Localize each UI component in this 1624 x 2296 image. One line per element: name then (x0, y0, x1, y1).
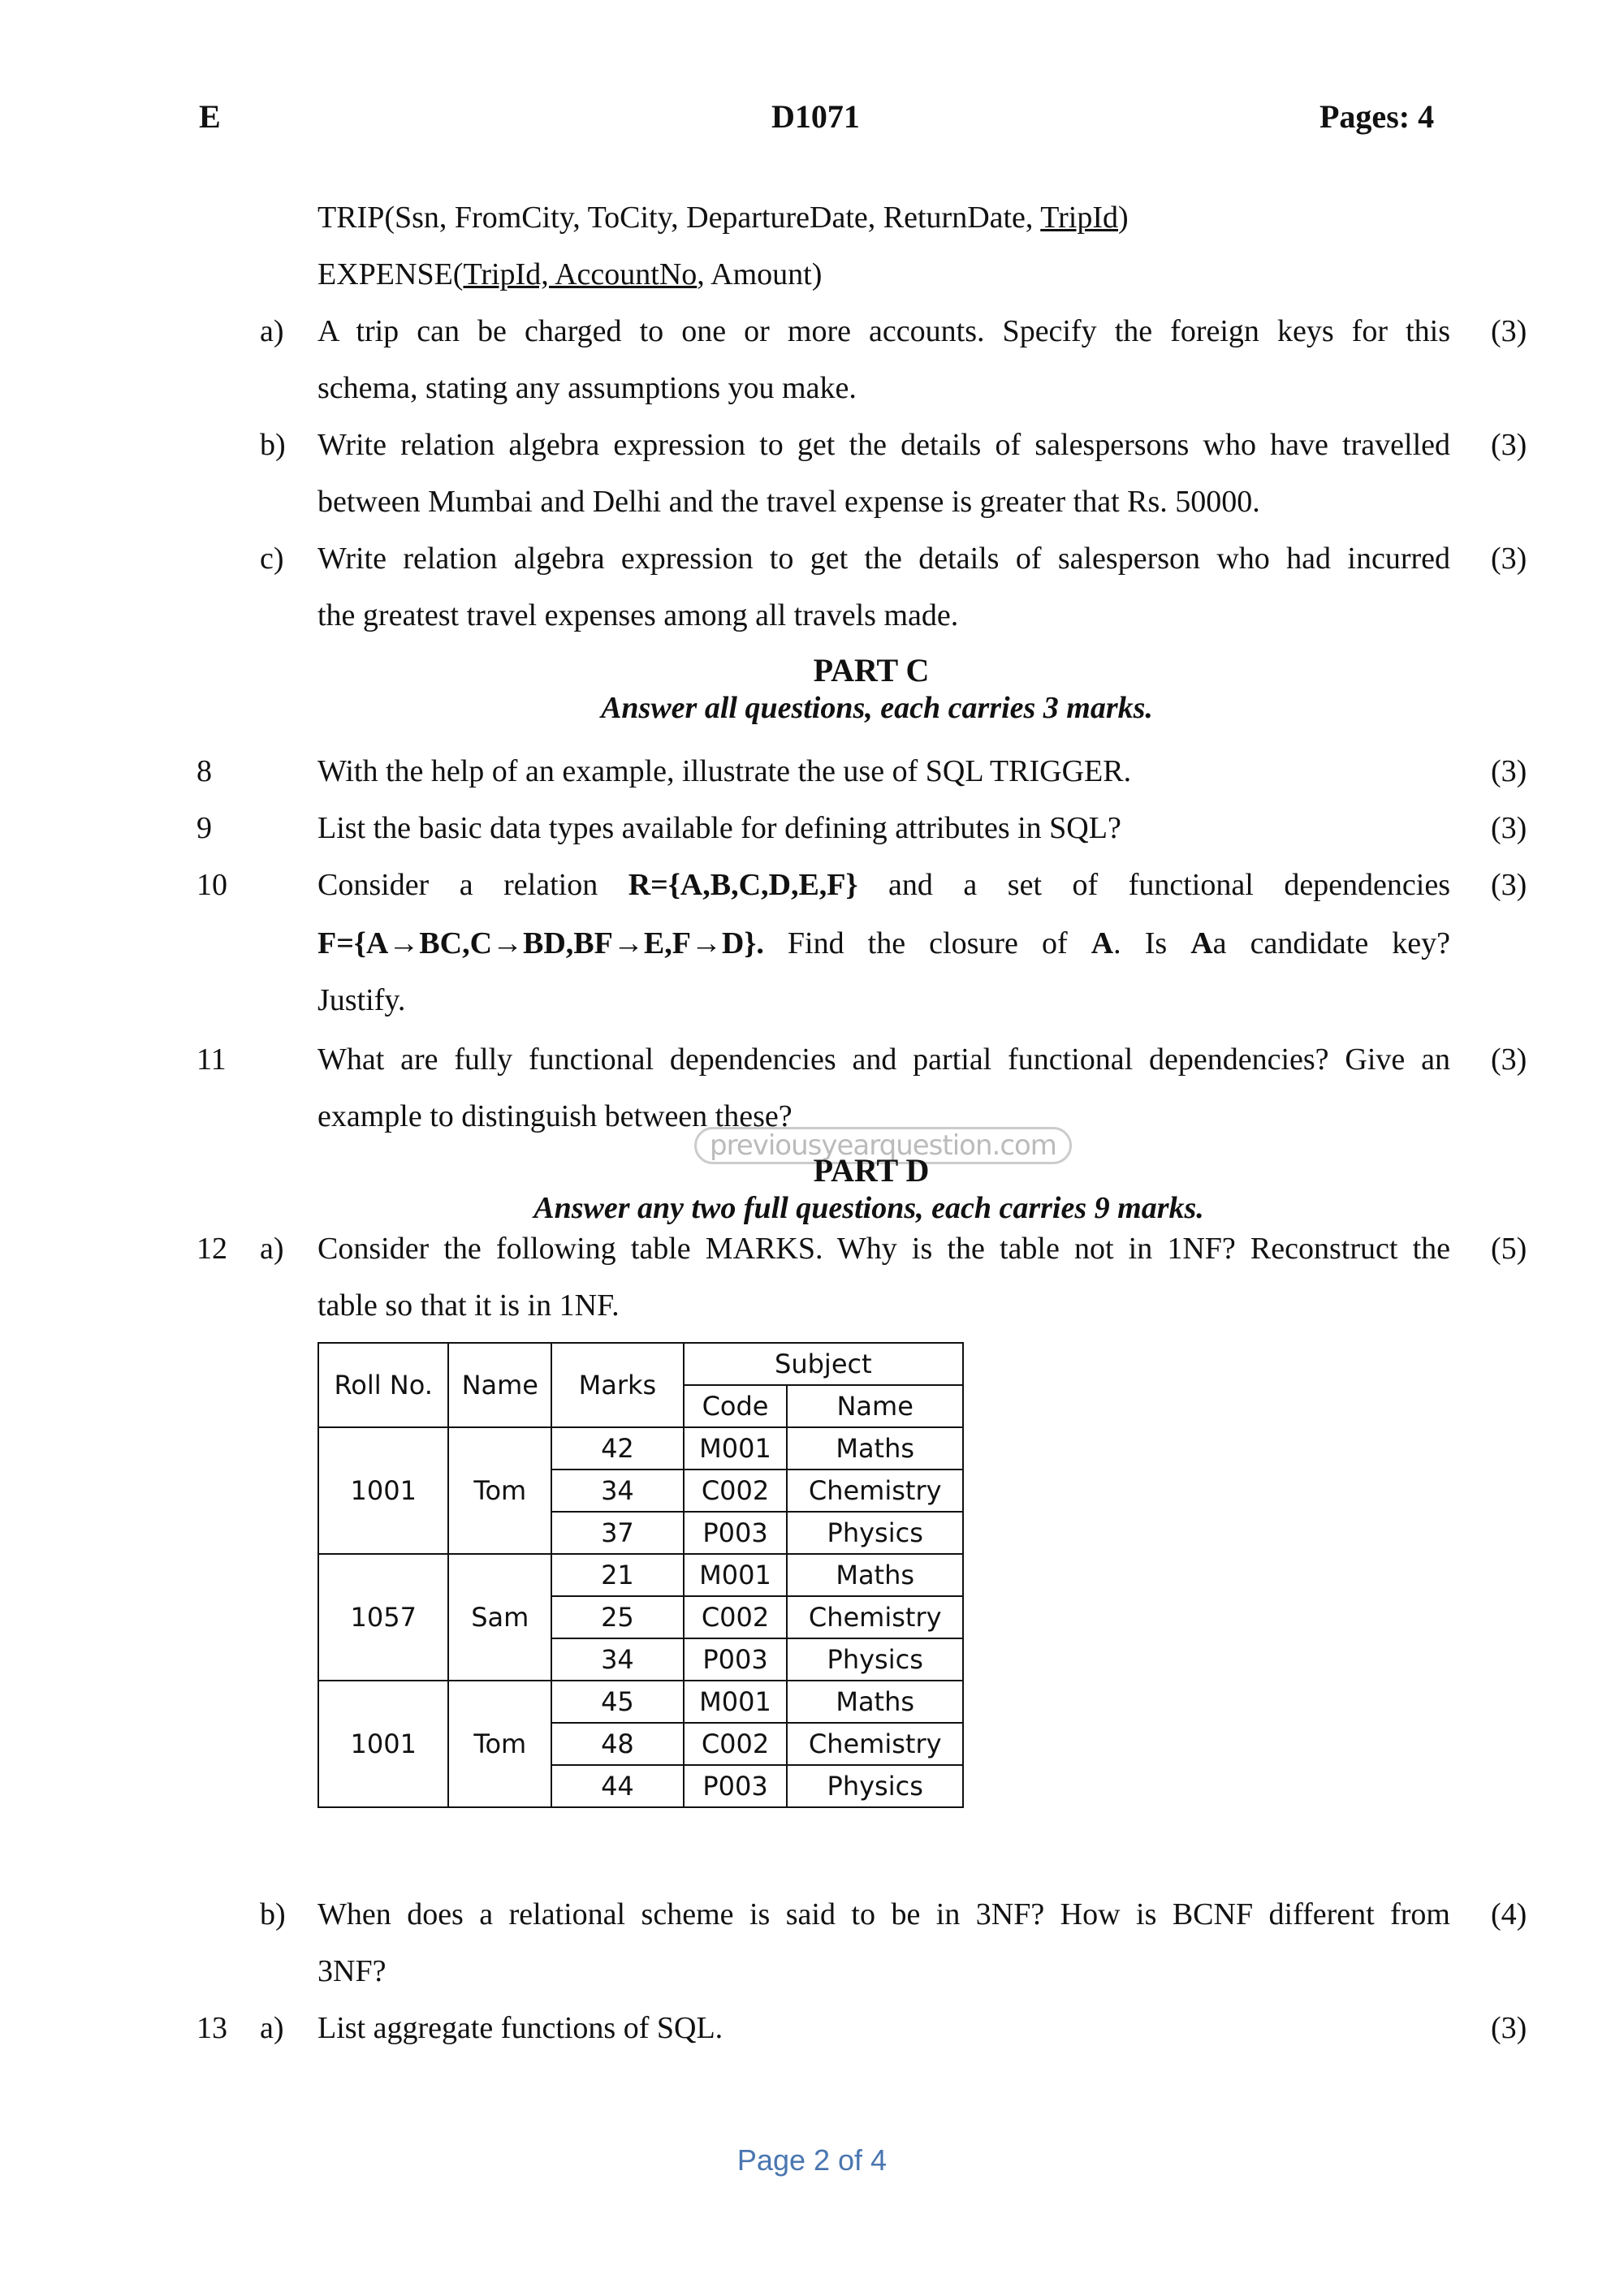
q10-number: 10 (197, 868, 227, 902)
cell-subject-name: Maths (787, 1554, 963, 1596)
q10-marks: (3) (1491, 868, 1527, 902)
q10-line3: Justify. (317, 983, 406, 1017)
cell-roll-no: 1001 (318, 1681, 448, 1807)
part-c-title: PART C (813, 652, 930, 688)
expense-schema (317, 246, 822, 303)
part-c-instruction: Answer all questions, each carries 3 marks. (601, 691, 1153, 725)
q10-fd-set: F={A→BC,C→BD,BF→E,F→D}. (317, 926, 764, 960)
q10-l1c: and a set of functional dependencies (857, 868, 1450, 902)
q13a-marks: (3) (1491, 2011, 1527, 2045)
q7b-line2: between Mumbai and Delhi and the travel expense is greater that Rs. 50000. (317, 485, 1260, 519)
q7b-label: b) (260, 428, 286, 462)
cell-code: P003 (684, 1638, 788, 1681)
expense-schema-prefix: EXPENSE( (317, 257, 464, 291)
q10-line1 (317, 857, 1450, 913)
cell-marks: 21 (551, 1554, 684, 1596)
header-paper-code: D1071 (771, 98, 860, 135)
expense-primary-key: TripId, AccountNo (463, 257, 698, 291)
cell-code: C002 (684, 1723, 788, 1765)
header-code: Code (684, 1385, 788, 1427)
q12a-label: a) (260, 1232, 284, 1266)
trip-schema-prefix: TRIP(Ssn, FromCity, ToCity, DepartureDate, ReturnDate, (317, 201, 1041, 235)
q13a-text: List aggregate functions of SQL. (317, 2011, 723, 2045)
cell-code: P003 (684, 1765, 788, 1807)
header-name: Name (448, 1343, 551, 1427)
q7a-line1: A trip can be charged to one or more accounts. Specify the foreign keys for this (317, 314, 1450, 348)
cell-marks: 48 (551, 1723, 684, 1765)
q7b-line1: Write relation algebra expression to get the details of salespersons who have travelled (317, 428, 1450, 462)
cell-subject-name: Physics (787, 1765, 963, 1807)
marks-table (317, 1342, 964, 1808)
q13-number: 13 (197, 2011, 227, 2045)
cell-marks: 45 (551, 1681, 684, 1723)
q10-l1a: Consider a relation (317, 868, 628, 902)
q9-text: List the basic data types available for defining attributes in SQL? (317, 811, 1121, 845)
q10-attr-a: A (1091, 926, 1114, 960)
header-subject-name: Name (787, 1385, 963, 1427)
cell-subject-name: Physics (787, 1512, 963, 1554)
cell-marks: 34 (551, 1638, 684, 1681)
cell-marks: 37 (551, 1512, 684, 1554)
cell-subject-name: Chemistry (787, 1596, 963, 1638)
part-d-title: PART D (813, 1152, 930, 1189)
q7b-marks: (3) (1491, 428, 1527, 462)
cell-subject-name: Chemistry (787, 1723, 963, 1765)
cell-name: Tom (448, 1427, 551, 1554)
cell-code: P003 (684, 1512, 788, 1554)
q12a-marks: (5) (1491, 1232, 1527, 1266)
table-row (318, 1681, 963, 1723)
cell-roll-no: 1001 (318, 1427, 448, 1554)
q10-relation: R={A,B,C,D,E,F} (628, 868, 858, 902)
q7c-label: c) (260, 542, 284, 576)
q12a-line1: Consider the following table MARKS. Why is the table not in 1NF? Reconstruct the (317, 1232, 1450, 1266)
header-subject: Subject (684, 1343, 963, 1385)
trip-schema (317, 189, 1129, 246)
table-header-row (318, 1343, 963, 1385)
cell-code: C002 (684, 1470, 788, 1512)
q11-number: 11 (197, 1042, 227, 1077)
cell-marks: 42 (551, 1427, 684, 1470)
q8-text: With the help of an example, illustrate the use of SQL TRIGGER. (317, 754, 1132, 788)
q12b-line2: 3NF? (317, 1954, 387, 1988)
q12b-marks: (4) (1491, 1897, 1527, 1931)
cell-marks: 25 (551, 1596, 684, 1638)
marks-table-body (318, 1343, 963, 1807)
cell-code: M001 (684, 1427, 788, 1470)
cell-code: C002 (684, 1596, 788, 1638)
q12b-label: b) (260, 1897, 286, 1931)
q7c-marks: (3) (1491, 542, 1527, 576)
q10-l2d: . Is (1113, 926, 1191, 960)
page-footer: Page 2 of 4 (736, 2143, 888, 2177)
cell-subject-name: Chemistry (787, 1470, 963, 1512)
q9-number: 9 (197, 811, 212, 845)
cell-roll-no: 1057 (318, 1554, 448, 1681)
header-marks: Marks (551, 1343, 684, 1427)
q7a-marks: (3) (1491, 314, 1527, 348)
q10-line2 (317, 915, 1450, 972)
cell-name: Sam (448, 1554, 551, 1681)
cell-code: M001 (684, 1554, 788, 1596)
q13a-label: a) (260, 2011, 284, 2045)
q12-number: 12 (197, 1232, 227, 1266)
q7a-label: a) (260, 314, 284, 348)
cell-marks: 34 (551, 1470, 684, 1512)
q7c-line2: the greatest travel expenses among all travels made. (317, 598, 959, 632)
q12b-line1: When does a relational scheme is said to be in 3NF? How is BCNF different from (317, 1897, 1450, 1931)
q8-number: 8 (197, 754, 212, 788)
trip-schema-suffix: ) (1118, 201, 1129, 235)
cell-subject-name: Maths (787, 1427, 963, 1470)
header-series-letter: E (199, 98, 221, 135)
cell-name: Tom (448, 1681, 551, 1807)
trip-primary-key: TripId (1040, 201, 1118, 235)
header-page-count: Pages: 4 (1320, 98, 1435, 135)
cell-code: M001 (684, 1681, 788, 1723)
q10-attr-a-2: A (1190, 926, 1213, 960)
q7a-line2: schema, stating any assumptions you make. (317, 371, 857, 405)
watermark-logo: previousyearquestion.com (694, 1127, 1072, 1164)
q8-marks: (3) (1491, 754, 1527, 788)
cell-subject-name: Physics (787, 1638, 963, 1681)
cell-marks: 44 (551, 1765, 684, 1807)
q11-marks: (3) (1491, 1042, 1527, 1077)
table-row (318, 1427, 963, 1470)
cell-subject-name: Maths (787, 1681, 963, 1723)
header-roll-no: Roll No. (318, 1343, 448, 1427)
q11-line2: example to distinguish between these? (317, 1099, 793, 1133)
q7c-line1: Write relation algebra expression to get the details of salesperson who had incurred (317, 542, 1450, 576)
q12a-line2: table so that it is in 1NF. (317, 1288, 620, 1323)
q11-line1: What are fully functional dependencies and partial functional dependencies? Give an (317, 1042, 1450, 1077)
table-row (318, 1554, 963, 1596)
q10-l2b: Find the closure of (763, 926, 1091, 960)
part-d-instruction: Answer any two full questions, each carries 9 marks. (533, 1191, 1204, 1225)
q10-l2f: a candidate key? (1212, 926, 1450, 960)
q9-marks: (3) (1491, 811, 1527, 845)
expense-schema-suffix: , Amount) (697, 257, 823, 291)
